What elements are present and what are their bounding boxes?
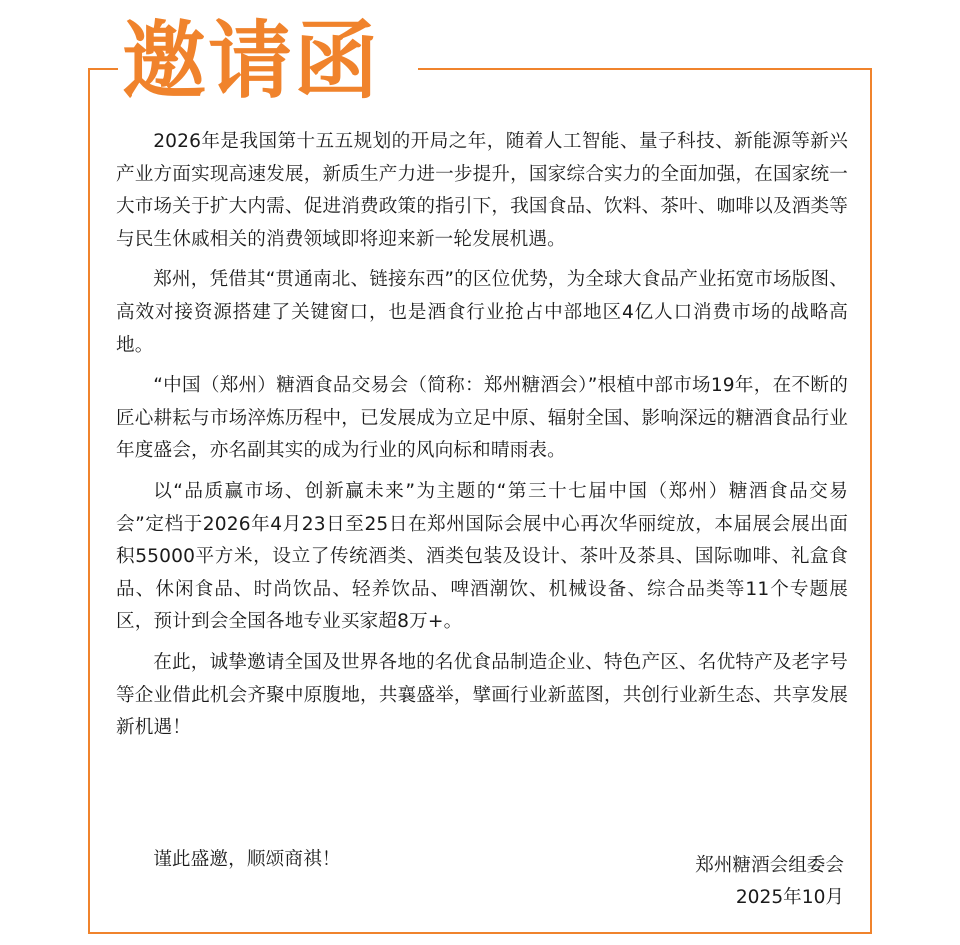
paragraph-fair-history: “中国（郑州）糖酒食品交易会（简称：郑州糖酒会）”根植中部市场19年，在不断的匠心耕耘与市场淬炼历程中，已发展成为立足中原、辐射全国、影响深远的糖酒食品行业年度盛会，亦名副其实的成为行业的风向标和晴雨表。 <box>116 375 848 462</box>
closing-greeting: 谨此盛邀，顺颂商祺！ <box>153 849 341 870</box>
paragraph-intro: 2026年是我国第十五五规划的开局之年，随着人工智能、量子科技、新能源等新兴产业方面实现高速发展，新质生产力进一步提升，国家综合实力的全面加强，在国家统一大市场关于扩大内需、促进消费政策的指引下，我国食品、饮料、茶叶、咖啡以及酒类等与民生休戚相关的消费领域即将迎来新一轮发展机遇。 <box>116 131 848 250</box>
signature-block <box>695 850 844 914</box>
organizer-name: 郑州糖酒会组委会 <box>695 855 844 876</box>
invitation-title: 邀请函 <box>122 11 381 110</box>
letter-date: 2025年10月 <box>735 887 844 908</box>
paragraph-invitation: 在此，诚挚邀请全国及世界各地的名优食品制造企业、特色产区、名优特产及老字号等企业借此机会齐聚中原腹地，共襄盛举，擘画行业新蓝图，共创行业新生态、共享发展新机遇！ <box>116 651 848 739</box>
paragraph-zhengzhou: 郑州，凭借其“贯通南北、链接东西”的区位优势，为全球大食品产业拓宽市场版图、高效对接资源搭建了关键窗口，也是酒食行业抢占中部地区4亿人口消费市场的战略高地。 <box>116 269 848 356</box>
paragraph-event-details: 以“品质赢市场、创新赢未来”为主题的“第三十七届中国（郑州）糖酒食品交易会”定档于2026年4月23日至25日在郑州国际会展中心再次华丽绽放，本届展会展出面积55000平方米，设立了传统酒类、酒类包装及设计、茶叶及茶具、国际咖啡、礼盒食品、休闲食品、时尚饮品、轻养饮品、啤酒潮饮、机械设备、综合品类等11个专题展区，预计到会全国各地专业买家超8万+。 <box>116 480 848 633</box>
